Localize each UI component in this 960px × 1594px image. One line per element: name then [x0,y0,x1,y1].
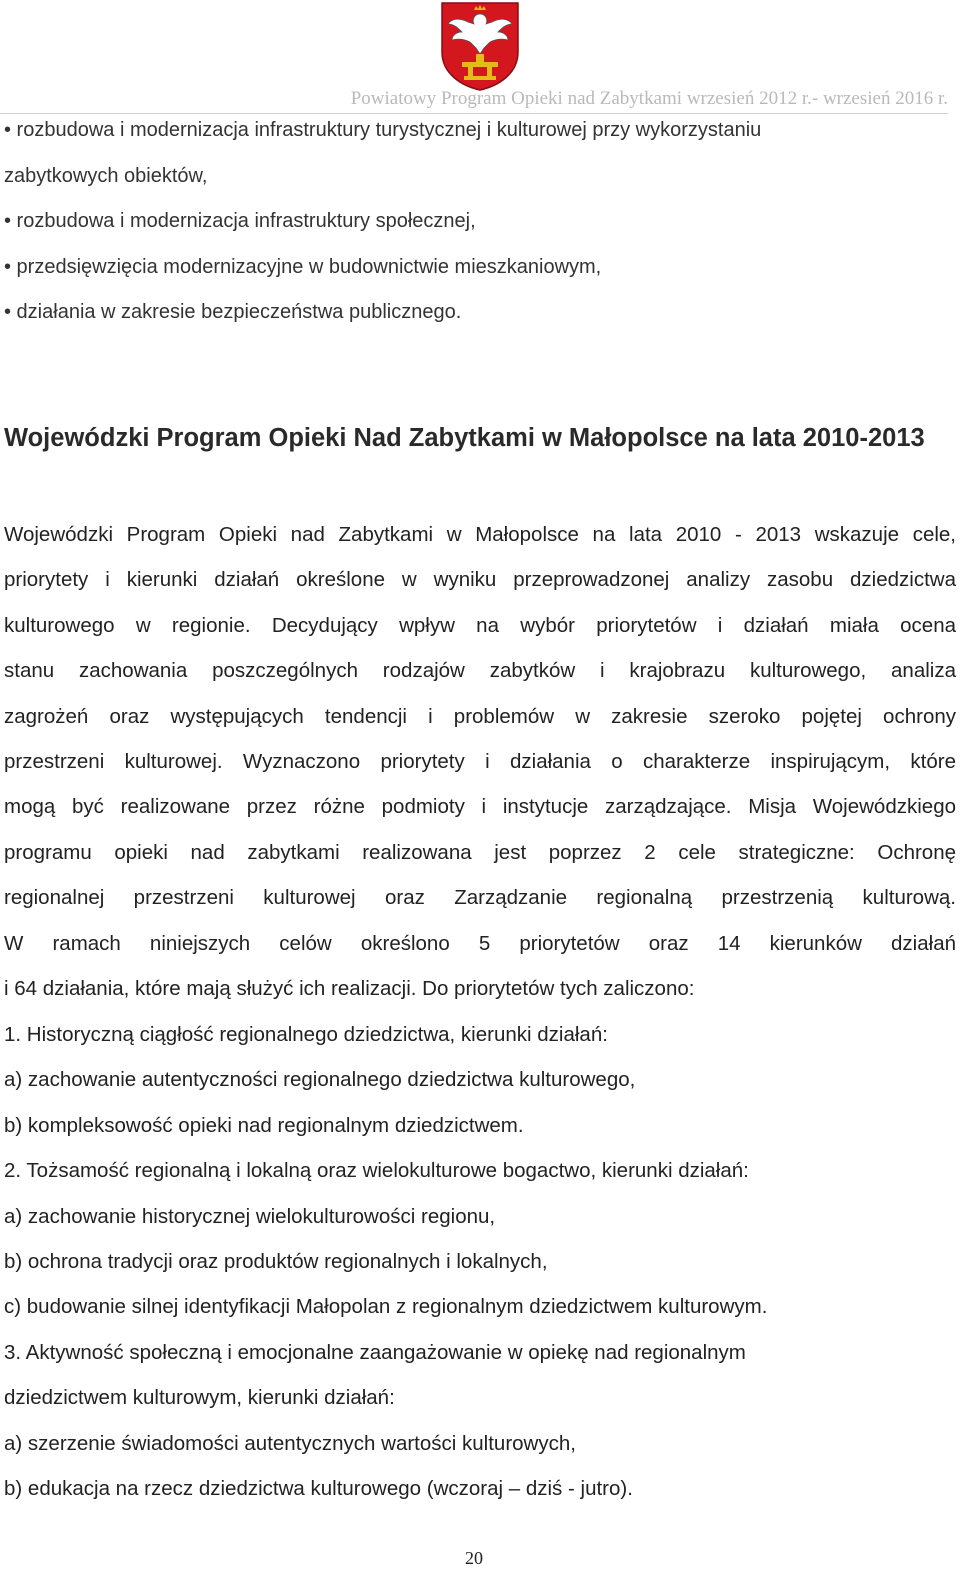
paragraph-line: priorytety i kierunki działań określone w wyniku przeprowadzonej analizy zasobu dziedzictwa [4,568,956,592]
paragraph-line: kulturowego w regionie. Decydujący wpływ na wybór priorytetów i działań miała ocena [4,613,956,637]
paragraph-line: W ramach niniejszych celów określono 5 priorytetów oraz 14 kierunków działań [4,931,956,955]
list-item: b) edukacja na rzecz dziedzictwa kulturowego (wczoraj – dziś - jutro). [4,1476,633,1500]
paragraph-line: programu opieki nad zabytkami realizowana jest poprzez 2 cele strategiczne: Ochronę [4,840,956,864]
bullet-line: • rozbudowa i modernizacja infrastruktury turystycznej i kulturowej przy wykorzystaniu [4,119,762,141]
paragraph-line: regionalnej przestrzeni kulturowej oraz Zarządzanie regionalną przestrzenią kulturową. [4,886,956,910]
page-number: 20 [465,1548,483,1568]
priorities-list [4,1012,767,1511]
list-item: b) kompleksowość opieki nad regionalnym dziedzictwem. [4,1113,524,1137]
list-item: b) ochrona tradycji oraz produktów regionalnych i lokalnych, [4,1249,548,1273]
list-item: a) zachowanie historycznej wielokulturowości regionu, [4,1204,496,1228]
paragraph-line: zagrożeń oraz występujących tendencji i problemów w zakresie szeroko pojętej ochrony [4,704,956,728]
coat-of-arms-icon [438,0,522,92]
list-item: 1. Historyczną ciągłość regionalnego dziedzictwa, kierunki działań: [4,1023,608,1046]
paragraph-line: przestrzeni kulturowej. Wyznaczono priorytety i działania o charakterze inspirującym, które [4,749,956,773]
paragraph-line: Wojewódzki Program Opieki nad Zabytkami w Małopolsce na lata 2010 - 2013 wskazuje cele, [4,523,956,546]
bullet-line: • rozbudowa i modernizacja infrastruktury społecznej, [4,210,476,232]
running-header: Powiatowy Program Opieki nad Zabytkami wrzesień 2012 r.- wrzesień 2016 r. [350,88,948,109]
section-heading: Wojewódzki Program Opieki Nad Zabytkami w Małopolsce na lata 2010-2013 [4,424,925,452]
bullet-line: zabytkowych obiektów, [4,165,208,187]
list-item: a) szerzenie świadomości autentycznych wartości kulturowych, [4,1431,576,1455]
list-item: c) budowanie silnej identyfikacji Małopolan z regionalnym dziedzictwem kulturowym. [4,1295,768,1319]
body-paragraph [4,512,956,1011]
paragraph-line: stanu zachowania poszczególnych rodzajów zabytków i krajobrazu kulturowego, analiza [4,659,956,683]
list-item: 2. Tożsamość regionalną i lokalną oraz wielokulturowe bogactwo, kierunki działań: [4,1159,749,1183]
bullet-line: • działania w zakresie bezpieczeństwa publicznego. [4,301,462,323]
list-item: a) zachowanie autentyczności regionalnego dziedzictwa kulturowego, [4,1068,636,1092]
paragraph-line: i 64 działania, które mają służyć ich realizacji. Do priorytetów tych zaliczono: [4,976,695,1000]
paragraph-line: mogą być realizowane przez różne podmioty i instytucje zarządzające. Misja Wojewódzkiego [4,795,956,819]
list-item: dziedzictwem kulturowym, kierunki działań: [4,1386,395,1410]
list-item: 3. Aktywność społeczną i emocjonalne zaangażowanie w opiekę nad regionalnym [4,1340,746,1364]
bullet-line: • przedsięwzięcia modernizacyjne w budownictwie mieszkaniowym, [4,256,602,278]
header-divider [0,113,948,114]
